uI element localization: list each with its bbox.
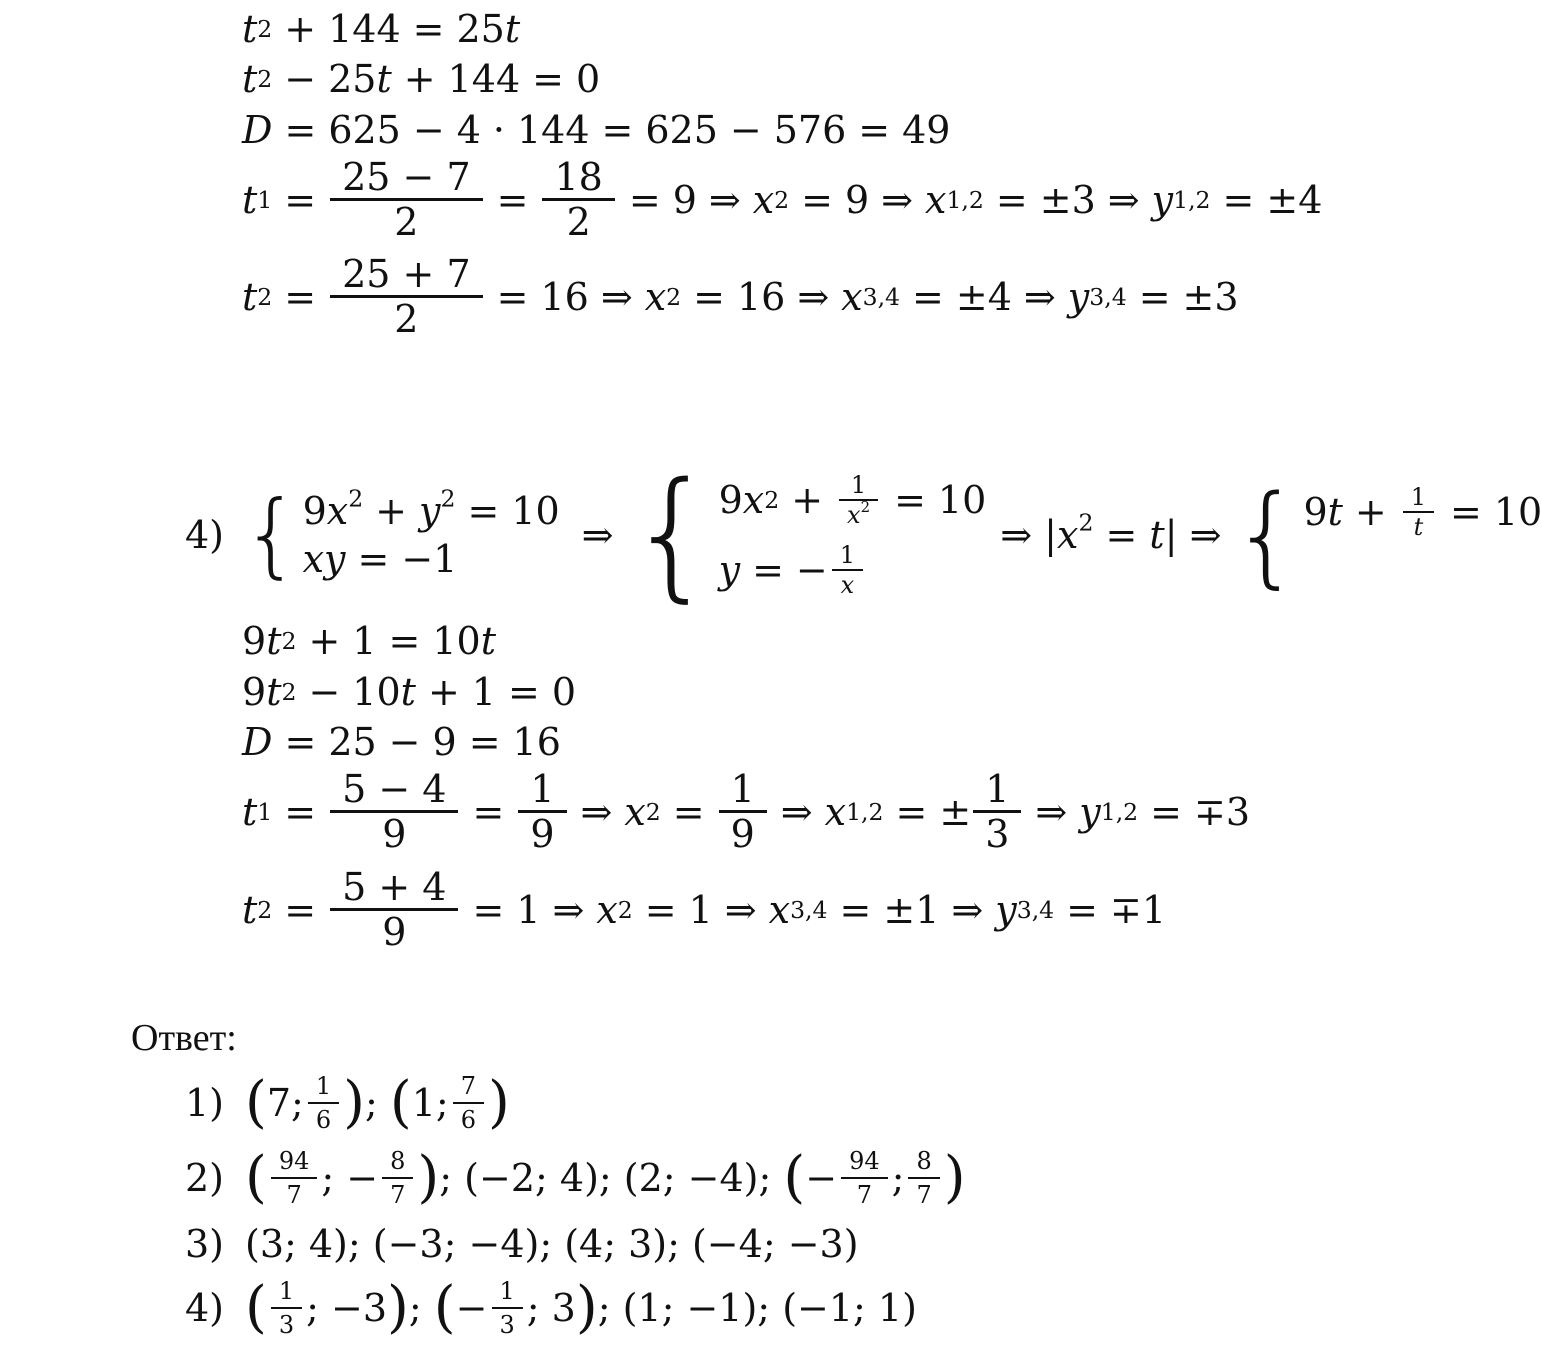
fraction: $\frac{25 - 7}{2}$ xyxy=(336,158,477,241)
fraction: $\frac{1}{x^2}$ xyxy=(843,473,874,527)
eq-line-1: t 2 + 144 = 25 t xyxy=(242,7,521,51)
fraction: $\frac{8}{7}$ xyxy=(912,1147,935,1209)
fraction: $\frac{1}{3}$ xyxy=(496,1277,519,1339)
fraction: $\frac{7}{6}$ xyxy=(457,1072,480,1134)
fraction: $\frac{1}{3}$ xyxy=(275,1277,298,1339)
system-3: { 9 t + $\frac{1}{t}$ = 10 xyxy=(1231,471,1542,599)
fraction: $\frac{1}{6}$ xyxy=(312,1072,335,1134)
item-number: 4) xyxy=(185,513,225,557)
fraction: $\frac{94}{7}$ xyxy=(275,1147,314,1209)
fraction: $\frac{1}{3}$ xyxy=(979,770,1015,853)
fraction: $\frac{8}{7}$ xyxy=(386,1147,409,1209)
answer-item-4: 4) ( $\frac{1}{3}$ ; −3 ) ; ( − $\frac{1}{3}$ ; 3 ) ; (1; −1); (−1; 1) xyxy=(185,1275,917,1340)
left-brace: { xyxy=(627,453,717,616)
eq-t1: t 1 = $\frac{25 - 7}{2}$ = $\frac{18}{2}$ = 9 ⇒ x 2 = 9 ⇒ x 1,2 = ±3 ⇒ y 1,2 = ±4 xyxy=(242,155,1323,244)
system-1: { $9x^2 + y^2 = 10$ xy = −1 xyxy=(242,481,560,588)
fraction: $\frac{1}{9}$ xyxy=(725,770,761,853)
answer-item-3: 3) (3; 4); (−3; −4); (4; 3); (−4; −3) xyxy=(185,1222,859,1266)
eq-line-6: D = 25 − 9 = 16 xyxy=(242,720,561,764)
fraction: $\frac{18}{2}$ xyxy=(548,158,608,241)
eq-line-3: D = 625 − 4 · 144 = 625 − 576 = 49 xyxy=(242,108,951,152)
system-line: 4) { $9x^2 + y^2 = 10$ xy = −1 ⇒ { 9 x 2 + $\frac{1}{x^2}$ = 10 y = − $\frac{1}{x}$ ⇒ $|x^2 = t|$ ⇒ { 9 t + $\frac{1}{t}$ = 10 xyxy=(185,453,1542,616)
system-2: { 9 x 2 + $\frac{1}{x^2}$ = 10 y = − $\frac{1}{x}$ xyxy=(627,453,987,616)
fraction: $\frac{25 + 7}{2}$ xyxy=(336,255,477,338)
fraction: $\frac{1}{9}$ xyxy=(524,770,560,853)
fraction: $\frac{5 + 4}{9}$ xyxy=(336,868,452,951)
fraction: $\frac{94}{7}$ xyxy=(845,1147,884,1209)
fraction: $\frac{1}{t}$ xyxy=(1407,485,1430,539)
eq-line-5: 9 t 2 − 10 t + 1 = 0 xyxy=(242,670,576,714)
answer-item-1: 1) ( 7; $\frac{1}{6}$ ) ; ( 1; $\frac{7}{6}$ ) xyxy=(185,1070,510,1135)
answer-item-2: 2) ( $\frac{94}{7}$ ; − $\frac{8}{7}$ ) ; (−2; 4); (2; −4); ( − $\frac{94}{7}$ ; $\frac{8}{7}$ ) xyxy=(185,1145,966,1210)
eq-line-4: 9 t 2 + 1 = 10 t xyxy=(242,619,496,663)
left-brace: { xyxy=(242,481,301,588)
eq-t2: t 2 = $\frac{25 + 7}{2}$ = 16 ⇒ x 2 = 16 ⇒ x 3,4 = ±4 ⇒ y 3,4 = ±3 xyxy=(242,252,1239,341)
eq-line-2: t 2 − 25 t + 144 = 0 xyxy=(242,57,601,101)
eq-t2-b4: t 2 = $\frac{5 + 4}{9}$ = 1 ⇒ x 2 = 1 ⇒ x 3,4 = ±1 ⇒ y 3,4 = ∓1 xyxy=(242,865,1167,954)
eq-t1-b4: t 1 = $\frac{5 - 4}{9}$ = $\frac{1}{9}$ ⇒ x 2 = $\frac{1}{9}$ ⇒ x 1,2 = ± $\frac{1}{3}$ ⇒ y 1,2 = ∓3 xyxy=(242,767,1251,856)
fraction: $\frac{5 - 4}{9}$ xyxy=(336,770,452,853)
fraction: $\frac{1}{x}$ xyxy=(836,543,859,597)
left-brace: { xyxy=(1231,471,1302,599)
answer-title: Ответ: xyxy=(131,1017,237,1059)
